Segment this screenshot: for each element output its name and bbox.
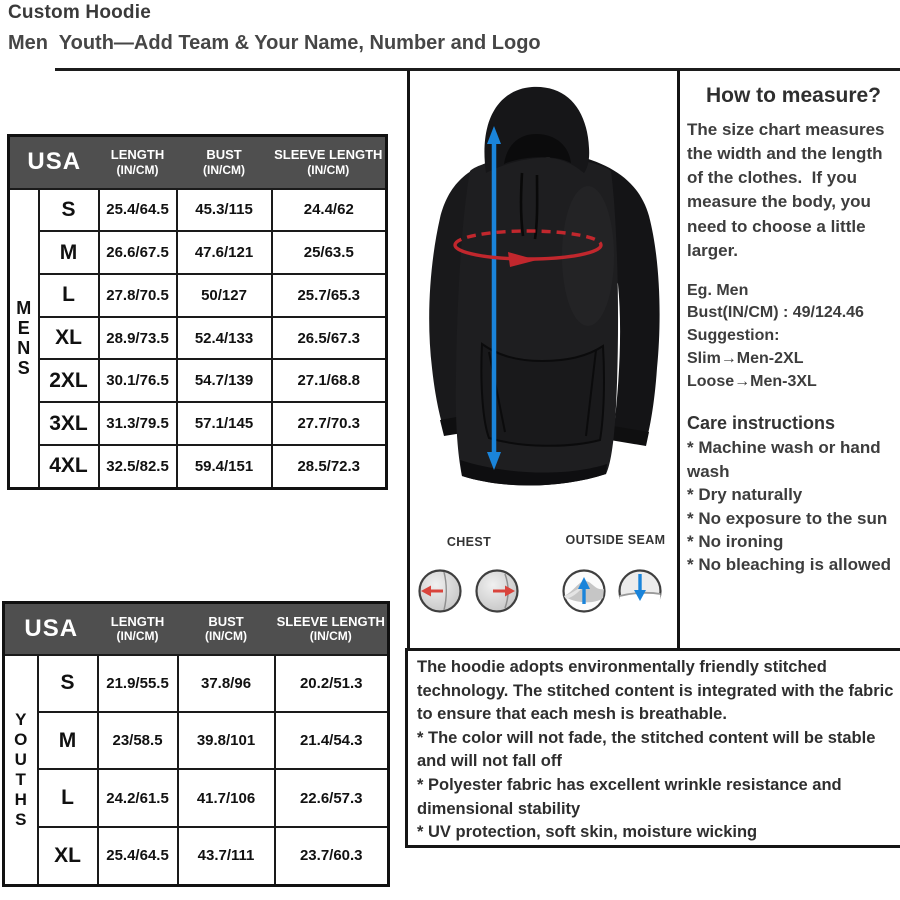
measurement-cell: 31.3/79.5	[99, 402, 177, 445]
measurement-cell: 47.6/121	[177, 231, 272, 274]
measurement-cell: 28.9/73.5	[99, 317, 177, 360]
measurement-cell: 22.6/57.3	[275, 769, 389, 826]
how-to-measure-body: The size chart measures the width and the length of the clothes. If you measure the body, you need to choose a little larger.	[687, 120, 890, 260]
measurement-cell: 57.1/145	[177, 402, 272, 445]
youths-header-row	[4, 603, 389, 655]
size-cell: 3XL	[39, 402, 99, 445]
measurement-cell: 24.4/62	[272, 189, 387, 232]
product-title: Custom Hoodie	[8, 2, 151, 23]
measurement-cell: 45.3/115	[177, 189, 272, 232]
example-line: Suggestion:	[687, 327, 780, 345]
size-row	[4, 769, 389, 826]
size-cell: M	[38, 712, 98, 769]
youths-table	[2, 601, 390, 887]
measurement-cell: 21.9/55.5	[98, 655, 178, 712]
outside-seam-up-icon	[561, 568, 607, 614]
care-item: * No bleaching is allowed	[687, 555, 892, 575]
length-header: LENGTH (IN/CM)	[98, 603, 178, 655]
measurement-cell: 25.7/65.3	[272, 274, 387, 317]
description-paragraph: * UV protection, soft skin, moisture wicking	[417, 823, 758, 842]
group-label-vertical: Y O U T H S	[4, 655, 38, 886]
product-description-box	[405, 648, 900, 848]
size-row	[9, 189, 387, 232]
size-cell: XL	[39, 317, 99, 360]
group-label-vertical: M E N S	[9, 189, 39, 489]
measurement-cell: 59.4/151	[177, 445, 272, 489]
usa-header: USA	[9, 136, 99, 189]
measurement-cell: 27.7/70.3	[272, 402, 387, 445]
how-to-measure-heading: How to measure?	[705, 84, 882, 107]
size-row	[9, 359, 387, 402]
size-cell: 2XL	[39, 359, 99, 402]
length-header: LENGTH (IN/CM)	[99, 136, 177, 189]
measurement-cell: 20.2/51.3	[275, 655, 389, 712]
care-instructions-heading: Care instructions	[687, 413, 836, 434]
sleeve-header: SLEEVE LENGTH (IN/CM)	[275, 603, 389, 655]
size-row	[9, 445, 387, 489]
measurement-cell: 41.7/106	[178, 769, 275, 826]
measurement-cell: 52.4/133	[177, 317, 272, 360]
measurement-cell: 28.5/72.3	[272, 445, 387, 489]
care-instructions-block	[687, 411, 900, 577]
size-cell: 4XL	[39, 445, 99, 489]
care-item: * No ironing	[687, 531, 784, 551]
chest-label: CHEST	[446, 535, 492, 549]
youths-size-table	[2, 601, 390, 887]
measurement-cell: 39.8/101	[178, 712, 275, 769]
size-row	[4, 827, 389, 886]
mens-size-table	[7, 134, 388, 490]
description-paragraph: * The color will not fade, the stitched content will be stable and will not fall off	[417, 728, 880, 771]
measurement-cell: 23.7/60.3	[275, 827, 389, 886]
hoodie-illustration	[410, 76, 677, 526]
measurement-cell: 37.8/96	[178, 655, 275, 712]
sleeve-header: SLEEVE LENGTH (IN/CM)	[272, 136, 387, 189]
care-item: * No exposure to the sun	[687, 508, 888, 528]
example-line: Loose→Men-3XL	[687, 372, 817, 390]
size-cell: S	[38, 655, 98, 712]
size-row	[9, 317, 387, 360]
example-line: Bust(IN/CM) : 49/124.46	[687, 304, 864, 322]
mens-table	[7, 134, 388, 490]
size-row	[4, 655, 389, 712]
measurement-cell: 25/63.5	[272, 231, 387, 274]
outside-seam-down-icon	[617, 568, 663, 614]
example-line: Eg. Men	[687, 281, 749, 299]
size-row	[9, 231, 387, 274]
size-row	[4, 712, 389, 769]
measurement-cell: 23/58.5	[98, 712, 178, 769]
measurement-cell: 30.1/76.5	[99, 359, 177, 402]
usa-header: USA	[4, 603, 98, 655]
size-cell: L	[39, 274, 99, 317]
title-block	[8, 2, 541, 55]
chest-measure-right-icon	[474, 568, 520, 614]
example-line: Slim→Men-2XL	[687, 349, 804, 367]
description-paragraph: * Polyester fabric has excellent wrinkle resistance and dimensional stability	[417, 775, 847, 818]
hoodie-diagram-box	[407, 70, 680, 648]
measurement-cell: 32.5/82.5	[99, 445, 177, 489]
care-item: * Dry naturally	[687, 485, 803, 505]
size-cell: L	[38, 769, 98, 826]
size-cell: XL	[38, 827, 98, 886]
product-subtitle: Men Youth—Add Team & Your Name, Number and Logo	[8, 32, 541, 54]
size-suggestion-block	[687, 280, 900, 394]
measurement-cell: 54.7/139	[177, 359, 272, 402]
measurement-cell: 43.7/111	[178, 827, 275, 886]
measurement-cell: 25.4/64.5	[99, 189, 177, 232]
care-item: * Machine wash or hand wash	[687, 438, 881, 481]
outside-seam-label: OUTSIDE SEAM	[565, 533, 666, 547]
measurement-cell: 21.4/54.3	[275, 712, 389, 769]
mens-header-row	[9, 136, 387, 189]
bust-header: BUST (IN/CM)	[177, 136, 272, 189]
measurement-cell: 27.8/70.5	[99, 274, 177, 317]
measurement-cell: 27.1/68.8	[272, 359, 387, 402]
measurement-cell: 26.5/67.3	[272, 317, 387, 360]
size-row	[9, 402, 387, 445]
chest-measure-left-icon	[417, 568, 463, 614]
how-to-measure-section	[687, 84, 900, 577]
size-cell: S	[39, 189, 99, 232]
measurement-cell: 26.6/67.5	[99, 231, 177, 274]
size-row	[9, 274, 387, 317]
measurement-cell: 25.4/64.5	[98, 827, 178, 886]
size-cell: M	[39, 231, 99, 274]
description-paragraph: The hoodie adopts environmentally friendly stitched technology. The stitched content is integrated with the fabric to ensure that each mesh is breathable.	[417, 658, 898, 724]
measurement-cell: 24.2/61.5	[98, 769, 178, 826]
measurement-cell: 50/127	[177, 274, 272, 317]
bust-header: BUST (IN/CM)	[178, 603, 275, 655]
